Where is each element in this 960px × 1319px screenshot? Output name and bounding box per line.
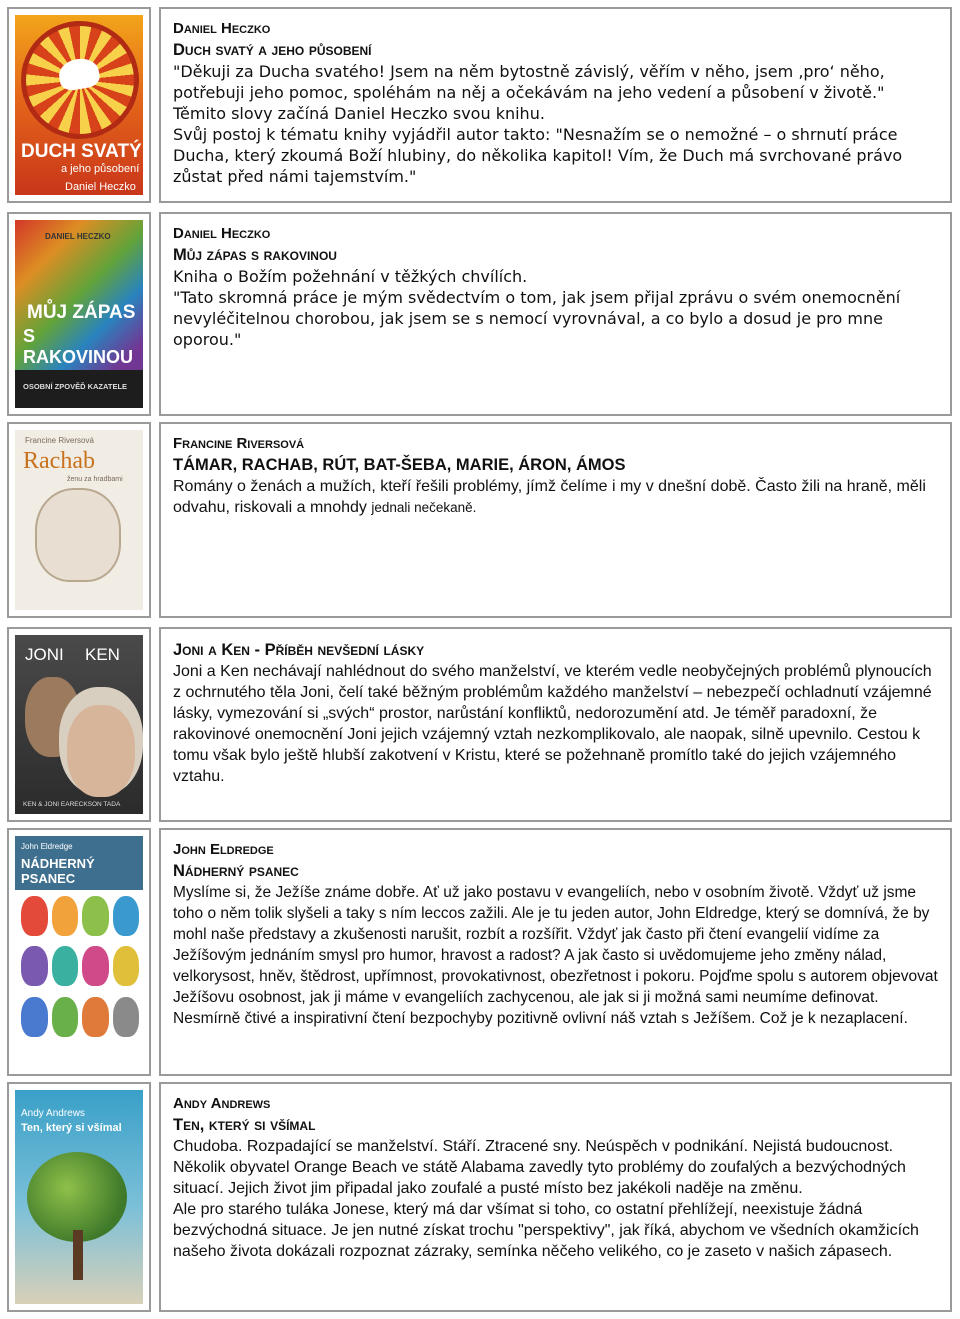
book-author: Daniel Heczko (173, 20, 271, 37)
book-cover-frame (7, 1082, 151, 1312)
face-icon (113, 997, 140, 1037)
book-title: Můj zápas s rakovinou (173, 246, 337, 264)
face-icon (113, 946, 140, 986)
cover-title-line2: S RAKOVINOU (23, 326, 134, 367)
book-description: Joni a Ken nechávají nahlédnout do svého manželství, ve kterém vedle neobyčejných problémů plynoucích z ochrnutého těla Joni, čelí také běžným problémům každého manželství – nebezpečí ochladnutí vzájemné lásky, vymezování si „svých“ prostor, narůstání konfliktů, nedorozumění atd. Je téměř paradoxní, že rakovinové onemocnění Joni jejich vzájemný vztah nezkomplikovalo, ale naopak, silně upevnilo. Cestou k tomu však bylo ještě hlubší zakotvení v Kristu, které se požehnaně promítlo také do jejich vzájemného vztahu. (173, 663, 932, 785)
cover-author: DANIEL HECZKO (45, 232, 111, 241)
book-title: Duch svatý a jeho působení (173, 41, 372, 59)
book-author: Francine Riversová (173, 435, 305, 452)
cover-subtitle: OSOBNÍ ZPOVĚĎ KAZATELE (23, 382, 128, 391)
cover-title: MŮJ ZÁPAS (27, 302, 136, 323)
book-description-box (159, 828, 952, 1076)
face-icon (52, 946, 79, 986)
cover-title: NÁDHERNÝ PSANEC (21, 856, 95, 886)
cover-title: Ten, který si všímal (21, 1122, 122, 1134)
cover-author: KEN & JONI EARECKSON TADA (23, 801, 121, 808)
book-cover-nadherny-psanec[interactable] (15, 836, 143, 1068)
book-cover-frame (7, 828, 151, 1076)
book-description-box (159, 1082, 952, 1312)
book-cover-muj-zapas[interactable] (15, 220, 143, 408)
book-description (173, 476, 938, 518)
tree-trunk-icon (73, 1230, 83, 1280)
face-icon (82, 896, 109, 936)
book-description-box (159, 212, 952, 416)
book-author: Andy Andrews (173, 1095, 271, 1112)
cover-title-line2: KEN (85, 645, 120, 664)
book-description-box (159, 7, 952, 203)
book-description: Myslíme si, že Ježíše známe dobře. Ať už jako postavu v evangeliích, nebo v osobním životě. Vždyť už jsme toho o něm tolik slyšeli a taky s ním leccos zažili. Ale je tu jeden autor, John Eldredge, který se domnívá, že by mohl naše představy a zkušenosti narušit, rozbít a rozšířit. Vždyť jak často při čtení evangelií vidíme za Ježíšovým jednáním smysl pro humor, hravost a radost? A jak často si uvědomujeme jeho změny nálad, velkorysost, hněv, štědrost, upřímnost, provokativnost, obezřetnost i pokoru. Pojďme spolu s autorem objevovat Ježíšovu osobnost, jak ji máme v evangeliích zachycenou, ale jak si ji možná sami neumíme definovat. Nesmírně čtivé a inspirativní čtení bezpochyby pozitivně ovlivní náš vztah s Ježíšem. Což je k nezaplacení. (173, 884, 938, 1027)
book-title: Nádherný psanec (173, 862, 299, 880)
book-title: TÁMAR, RACHAB, RÚT, BAT-ŠEBA, MARIE, ÁRON, ÁMOS (173, 456, 626, 474)
cover-title: JONI (25, 645, 64, 664)
cover-author: Francine Riversová (25, 436, 94, 445)
face-icon (113, 896, 140, 936)
cover-title: Rachab (23, 448, 95, 474)
book-description: Kniha o Božím požehnání v těžkých chvílích. (173, 267, 528, 286)
cover-author: John Eldredge (21, 842, 73, 851)
book-cover-frame (7, 212, 151, 416)
sketch-portrait-image (35, 488, 121, 582)
book-description: "Tato skromná práce je mým svědectvím o tom, jak jsem přijal zprávu o svém onemocnění nevyléčitelnou chorobou, jak jsem se s nemocí vyrovnával, a co bylo a dosud je pro mne oporou." (173, 288, 901, 349)
face-icon (21, 896, 48, 936)
book-cover-ten-ktery-si-vsimal[interactable] (15, 1090, 143, 1304)
book-description-main: Romány o ženách a mužích, kteří řešili problémy, jímž čelíme i my v dnešní době. Často žili na hraně, měli odvahu, riskovali a mnohdy (173, 478, 926, 516)
book-author: John Eldredge (173, 841, 274, 858)
tree-icon (27, 1152, 127, 1242)
book-description: Chudoba. Rozpadající se manželství. Stáří. Ztracené sny. Neúspěch v podnikání. Nejistá budoucnost. Několik obyvatel Orange Beach ve státě Alabama zavedly tyto problémy do zoufalých a bezvýchodných situací. Jejich život jim připadal jako zoufalé a pusté místo bez jakékoli naděje na změnu. (173, 1138, 906, 1197)
face-icon (52, 896, 79, 936)
cover-author: Daniel Heczko (65, 181, 136, 193)
book-description: Ale pro starého tuláka Jonese, který má dar všímat si toho, co ostatní přehlížejí, neexistuje žádná bezvýchodná situace. Je jen nutné získat trochu "perspektivy", jak říká, abychom ve všedních okamžicích našeho života dokázali rozpoznat zázraky, semínka něčeho velikého, co je zaseto v našich zápasech. (173, 1201, 919, 1260)
book-cover-joni-a-ken[interactable] (15, 635, 143, 814)
woman-portrait-image (67, 705, 135, 797)
book-title: Ten, který si všímal (173, 1116, 316, 1134)
book-author: Daniel Heczko (173, 225, 271, 242)
cover-title: DUCH SVATÝ (21, 141, 142, 162)
book-description-small: jednali nečekaně. (371, 500, 477, 515)
book-cover-frame (7, 7, 151, 203)
cover-subtitle: a jeho působení (61, 163, 140, 175)
book-description-box (159, 627, 952, 822)
cover-author: Andy Andrews (21, 1108, 85, 1119)
face-icon (21, 946, 48, 986)
cover-subtitle: ženu za hradbami (67, 476, 123, 483)
face-icon (52, 997, 79, 1037)
faces-grid-image (21, 896, 139, 1041)
book-description-box (159, 422, 952, 618)
book-cover-rachab[interactable] (15, 430, 143, 610)
book-title: Joni a Ken - Příběh nevšední lásky (173, 641, 425, 659)
book-cover-duch-svaty[interactable] (15, 15, 143, 195)
face-icon (82, 946, 109, 986)
book-cover-frame (7, 627, 151, 822)
book-description: "Děkuji za Ducha svatého! Jsem na něm bytostně závislý, věřím v něho, jsem ‚pro‘ něho, potřebuji jeho pomoc, spoléhám na něj a očekávám na jeho vedení a působení v životě." Těmito slovy začíná Daniel Heczko svou knihu. (173, 62, 885, 123)
face-icon (21, 997, 48, 1037)
book-cover-frame (7, 422, 151, 618)
face-icon (82, 997, 109, 1037)
book-description: Svůj postoj k tématu knihy vyjádřil autor takto: "Nesnažím se o nemožné – o shrnutí práce Ducha, který zkoumá Boží hlubiny, do několika kapitol! Vím, že Duch má svrchované právo zůstat před námi tajemstvím." (173, 125, 903, 186)
